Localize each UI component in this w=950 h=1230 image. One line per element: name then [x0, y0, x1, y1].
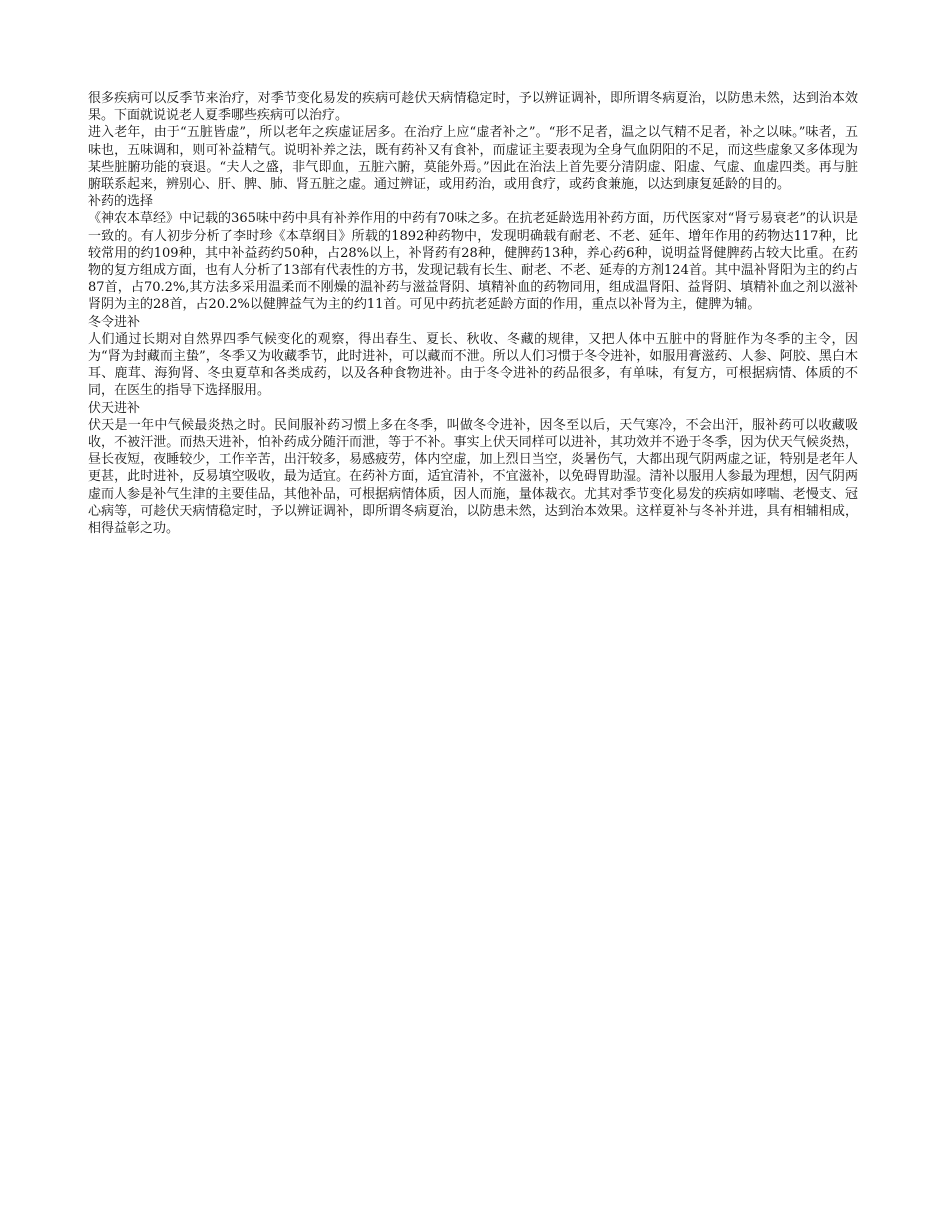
section-heading-tonic-choice: 补药的选择 — [88, 194, 154, 210]
winter-paragraph: 人们通过长期对自然界四季气候变化的观察，得出春生、夏长、秋收、冬藏的规律，又把人体中五脏中的肾脏作为冬季的主令，因为“肾为封藏而主蛰”，冬季又为收藏季节，此时进补，可以藏而不泄。所以人们习惯于冬令进补，如服用膏滋药、人参、阿胶、黑白木耳、鹿茸、海狗肾、冬虫夏草和各类成药，以及各种食物进补。由于冬令进补的药品很多，有单味，有复方，可根据病情、体质的不同，在医生的指导下选择服用。 — [88, 331, 858, 399]
intro-paragraph-1: 很多疾病可以反季节来治疗，对季节变化易发的疾病可趁伏天病情稳定时，予以辨证调补，即所谓冬病夏治，以防患未然，达到治本效果。下面就说说老人夏季哪些疾病可以治疗。 — [88, 91, 858, 124]
tonic-choice-paragraph: 《神农本草经》中记载的365味中药中具有补养作用的中药有70味之多。在抗老延龄选用补药方面，历代医家对“肾亏易衰老”的认识是一致的。有人初步分析了李时珍《本草纲目》所载的1892种药物中，发现明确载有耐老、不老、延年、增年作用的药物达117种，比较常用的约109种，其中补益药约50种，占28%以上，补肾药有28种，健脾药13种，养心药6种，说明益肾健脾药占较大比重。在药物的复方组成方面，也有人分析了13部有代表性的方书，发现记载有长生、耐老、不老、延寿的方剂124首。其中温补肾阳为主的约占87首，占70.2%,其方法多采用温柔而不刚燥的温补药与滋益肾阴、填精补血的药物同用，组成温肾阳、益肾阴、填精补血之剂以滋补肾阴为主的28首，占20.2%以健脾益气为主的约11首。可见中药抗老延龄方面的作用，重点以补肾为主，健脾为辅。 — [88, 211, 858, 313]
summer-paragraph: 伏天是一年中气候最炎热之时。民间服补药习惯上多在冬季，叫做冬令进补，因冬至以后，天气寒冷，不会出汗，服补药可以收藏吸收，不被汗泄。而热天进补，怕补药成分随汗而泄，等于不补。事实上伏天同样可以进补，其功效并不逊于冬季，因为伏天气候炎热，昼长夜短，夜睡较少，工作辛苦，出汗较多，易感疲劳，体内空虚，加上烈日当空，炎暑伤气，大都出现气阴两虚之证，特别是老年人更甚，此时进补，反易填空吸收，最为适宜。在药补方面，适宜清补，不宜滋补，以免碍胃助湿。清补以服用人参最为理想，因气阴两虚而人参是补气生津的主要佳品，其他补品，可根据病情体质，因人而施，量体裁衣。尤其对季节变化易发的疾病如哮喘、老慢支、冠心病等，可趁伏天病情稳定时，予以辨证调补，即所谓冬病夏治，以防患未然，达到治本效果。这样夏补与冬补并进，具有相辅相成，相得益彰之功。 — [88, 417, 858, 537]
section-heading-winter: 冬令进补 — [88, 314, 141, 330]
section-heading-summer: 伏天进补 — [88, 400, 141, 416]
document-body — [88, 90, 858, 537]
intro-paragraph-2: 进入老年，由于“五脏皆虚”，所以老年之疾虚证居多。在治疗上应“虚者补之”。“形不足者，温之以气精不足者，补之以味。”味者，五味也，五味调和，则可补益精气。说明补养之法，既有药补又有食补，而虚证主要表现为全身气血阴阳的不足，而这些虚象又多体现为某些脏腑功能的衰退。“夫人之盛，非气即血，五脏六腑，莫能外焉。”因此在治法上首先要分清阴虚、阳虚、气虚、血虚四类。再与脏腑联系起来，辨别心、肝、脾、肺、肾五脏之虚。通过辨证，或用药治，或用食疗，或药食兼施，以达到康复延龄的目的。 — [88, 125, 858, 193]
